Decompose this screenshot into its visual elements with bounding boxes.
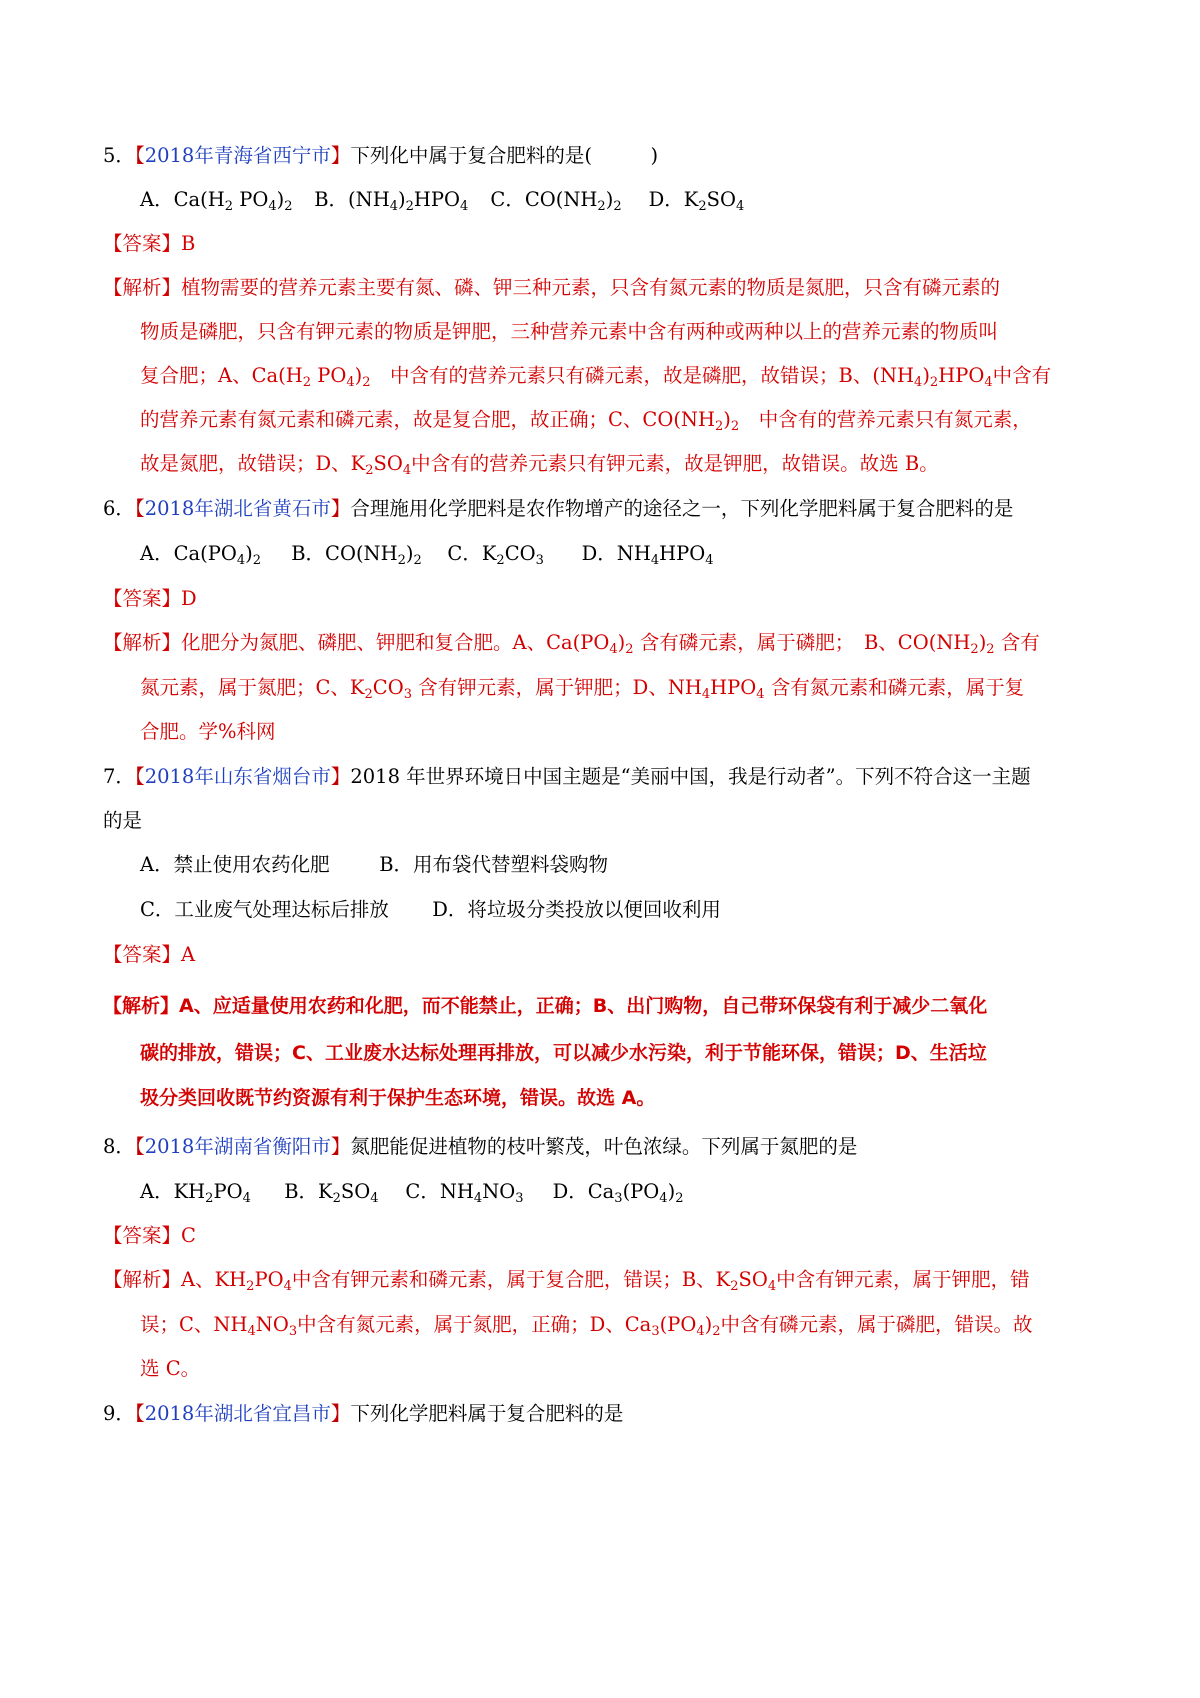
- question-7-answer: 【答案】A: [103, 943, 196, 966]
- question-6-options: [140, 541, 714, 567]
- question-8-analysis-l1: 【解析】A、$KH_2PO_4$中含有钾元素和磷元素，属于复合肥，错误；B、$K_2SO_4$中含有钾元素，属于钾肥，错: [103, 1268, 1030, 1294]
- question-text: 合理施用化学肥料是农作物增产的途径之一，下列化学肥料属于复合肥料的是: [350, 497, 1014, 520]
- option-a: A．$Ca(PO_4)_2$: [140, 542, 262, 568]
- question-source: 2018年湖南省衡阳市: [144, 1135, 331, 1158]
- question-5-stem: 5．【2018年青海省西宁市】下列化中属于复合肥料的是( ): [103, 144, 659, 167]
- question-number: 7．: [103, 765, 135, 788]
- option-d: D．$NH_4HPO_4$: [581, 542, 714, 568]
- question-5-answer: 【答案】B: [103, 232, 196, 255]
- question-7-options-row2: [140, 897, 721, 923]
- option-b: B．$CO(NH_2)_2$: [291, 542, 422, 568]
- question-7-options-row1: [140, 852, 608, 878]
- option-b: B．$(NH_4)_2HPO_4$: [314, 188, 469, 214]
- question-text: 下列化学肥料属于复合肥料的是: [350, 1402, 624, 1425]
- question-text: 2018 年世界环境日中国主题是“美丽中国，我是行动者”。下列不符合这一主题: [350, 765, 1031, 788]
- option-a: A．$KH_2PO_4$: [140, 1180, 251, 1206]
- question-7-analysis-l3: 圾分类回收既节约资源有利于保护生态环境，错误。故选 A。: [140, 1087, 656, 1109]
- option-a: A．禁止使用农药化肥: [140, 853, 330, 876]
- question-source: 2018年青海省西宁市: [144, 144, 331, 167]
- question-9-stem: 9．【2018年湖北省宜昌市】下列化学肥料属于复合肥料的是: [103, 1402, 624, 1425]
- question-8-answer: 【答案】C: [103, 1224, 196, 1247]
- question-7-stem: 7．【2018年山东省烟台市】2018 年世界环境日中国主题是“美丽中国，我是行动者”。下列不符合这一主题: [103, 765, 1031, 788]
- question-source: 2018年山东省烟台市: [144, 765, 331, 788]
- question-7-analysis-l1: 【解析】A、应适量使用农药和化肥，而不能禁止，正确；B、出门购物，自己带环保袋有利于减少二氧化: [103, 995, 988, 1017]
- option-b: B．$K_2SO_4$: [284, 1180, 379, 1206]
- question-5-analysis-l3: 复合肥；A、$Ca(H_2$ $PO_4)_2$ 中含有的营养元素只有磷元素，故是磷肥，故错误；B、$(NH_4)_2HPO_4$中含有: [140, 364, 1052, 390]
- option-b: B．用布袋代替塑料袋购物: [379, 853, 609, 876]
- question-8-stem: 8．【2018年湖南省衡阳市】氮肥能促进植物的枝叶繁茂，叶色浓绿。下列属于氮肥的是: [103, 1135, 858, 1158]
- option-c: C．$K_2CO_3$: [447, 542, 544, 568]
- question-text: 下列化中属于复合肥料的是( ): [350, 144, 659, 167]
- question-7-analysis-l2: 碳的排放，错误；C、工业废水达标处理再排放，可以减少水污染，利于节能环保，错误；D、生活垃: [140, 1042, 987, 1064]
- question-6-analysis-l2: 氮元素，属于氮肥；C、$K_2CO_3$ 含有钾元素，属于钾肥；D、$NH_4HPO_4$ 含有氮元素和磷元素，属于复: [140, 676, 1025, 702]
- question-text: 氮肥能促进植物的枝叶繁茂，叶色浓绿。下列属于氮肥的是: [350, 1135, 858, 1158]
- question-6-stem: 6．【2018年湖北省黄石市】合理施用化学肥料是农作物增产的途径之一，下列化学肥料属于复合肥料的是: [103, 497, 1014, 520]
- question-8-analysis-l3: 选 C。: [140, 1357, 201, 1380]
- answer-value: C: [181, 1224, 196, 1247]
- question-source: 2018年湖北省黄石市: [144, 497, 331, 520]
- question-source: 2018年湖北省宜昌市: [144, 1402, 331, 1425]
- question-number: 6．: [103, 497, 135, 520]
- option-c: C．$CO(NH_2)_2$: [490, 188, 622, 214]
- question-6-analysis-l1: 【解析】化肥分为氮肥、磷肥、钾肥和复合肥。A、$Ca(PO_4)_2$ 含有磷元素，属于磷肥； B、$CO(NH_2)_2$ 含有: [103, 631, 1040, 657]
- question-5-options: [140, 187, 744, 213]
- option-d: D．$K_2SO_4$: [648, 188, 745, 214]
- question-number: 5．: [103, 144, 135, 167]
- question-5-analysis-l4: 的营养元素有氮元素和磷元素，故是复合肥，故正确；C、$CO(NH_2)_2$ 中含有的营养元素只有氮元素，: [140, 408, 1032, 434]
- answer-value: B: [181, 232, 196, 255]
- option-d: D．$Ca_3(PO_4)_2$: [552, 1180, 684, 1206]
- question-6-answer: 【答案】D: [103, 587, 197, 610]
- option-a: A．$Ca(H_2$ $PO_4)_2$: [140, 188, 293, 214]
- question-5-analysis-l2: 物质是磷肥，只含有钾元素的物质是钾肥，三种营养元素中含有两种或两种以上的营养元素的物质叫: [140, 320, 999, 343]
- question-6-analysis-l3: 合肥。学%科网: [140, 720, 276, 743]
- answer-value: D: [181, 587, 197, 610]
- question-8-options: [140, 1179, 683, 1205]
- question-8-analysis-l2: 误；C、$NH_4NO_3$中含有氮元素，属于氮肥，正确；D、$Ca_3(PO_4)_2$中含有磷元素，属于磷肥，错误。故: [140, 1313, 1033, 1339]
- question-number: 8．: [103, 1135, 135, 1158]
- option-c: C．$NH_4NO_3$: [405, 1180, 524, 1206]
- question-number: 9．: [103, 1402, 135, 1425]
- question-5-analysis-l5: 故是氮肥，故错误；D、$K_2SO_4$中含有的营养元素只有钾元素，故是钾肥，故错误。故选 B。: [140, 452, 939, 478]
- option-d: D．将垃圾分类投放以便回收利用: [432, 898, 721, 921]
- answer-value: A: [181, 943, 196, 966]
- question-5-analysis-l1: 【解析】植物需要的营养元素主要有氮、磷、钾三种元素，只含有氮元素的物质是氮肥，只含有磷元素的: [103, 276, 1001, 299]
- question-7-stem-cont: 的是: [103, 809, 143, 832]
- option-c: C．工业废气处理达标后排放: [140, 898, 389, 921]
